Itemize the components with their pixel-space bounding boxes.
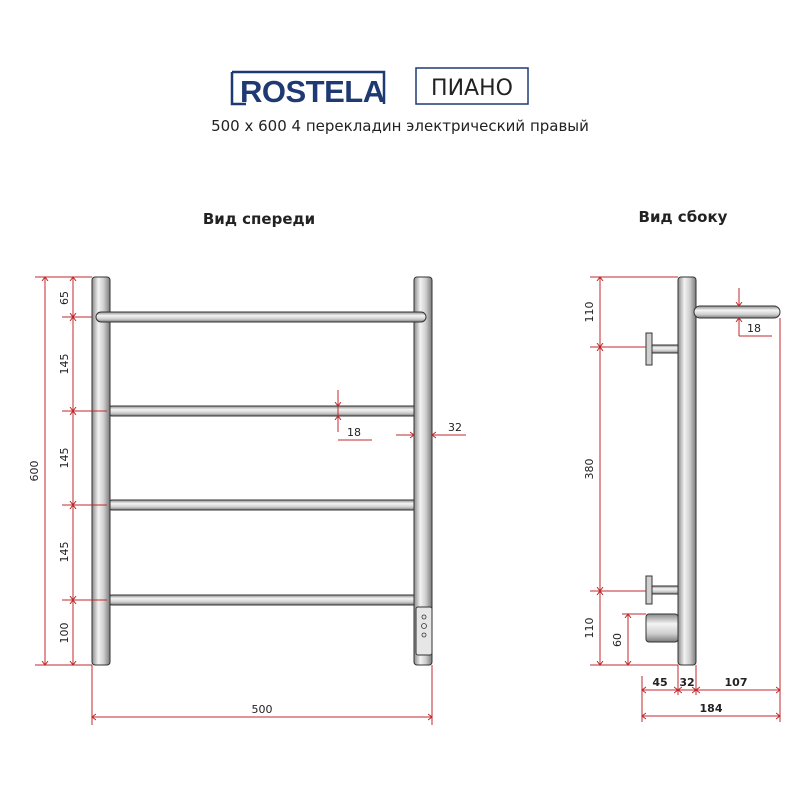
front-pipe-diameter-label: 32 <box>448 421 462 434</box>
side-top-label: 110 <box>583 301 596 323</box>
front-view-title: Вид спереди <box>202 210 316 228</box>
side-bar-diameter-label: 18 <box>747 322 761 335</box>
side-dimension-labels <box>583 302 761 716</box>
front-top-label: 65 <box>58 291 71 305</box>
front-gap1-label: 145 <box>58 353 71 375</box>
front-gap3-label: 145 <box>58 541 71 563</box>
lower-wall-bracket <box>646 576 652 604</box>
front-bar-diameter-label: 18 <box>347 426 361 439</box>
brand-logo <box>231 71 387 109</box>
crossbar-2 <box>107 406 418 416</box>
side-view-drawing <box>646 277 780 665</box>
side-crossbar <box>694 306 780 318</box>
crossbar-4 <box>107 595 418 605</box>
side-view-title: Вид сбоку <box>638 208 728 226</box>
model-box <box>416 68 528 104</box>
side-mount-label: 45 <box>652 676 668 689</box>
side-pipe-label: 32 <box>679 676 695 689</box>
left-pipe <box>92 277 110 665</box>
crossbar-3 <box>107 500 418 510</box>
subtitle: 500 х 600 4 перекладин электрический правый <box>211 117 589 135</box>
side-middle-label: 380 <box>583 458 596 480</box>
front-gap2-label: 145 <box>58 447 71 469</box>
side-bar-depth-label: 107 <box>724 676 748 689</box>
front-height-label: 600 <box>28 460 41 482</box>
side-pipe <box>678 277 696 665</box>
upper-wall-bracket <box>646 333 652 365</box>
side-heater-label: 60 <box>611 633 624 647</box>
side-bottom-label: 110 <box>583 617 596 639</box>
model-name: ПИАНО <box>431 76 513 101</box>
side-heater <box>646 614 678 642</box>
front-width-label: 500 <box>251 703 273 716</box>
heater-control-block <box>416 607 432 655</box>
side-total-depth-label: 184 <box>699 702 723 715</box>
front-bottom-label: 100 <box>58 622 71 644</box>
front-view-drawing <box>92 277 432 665</box>
brand-name: ROSTELA <box>240 74 385 109</box>
